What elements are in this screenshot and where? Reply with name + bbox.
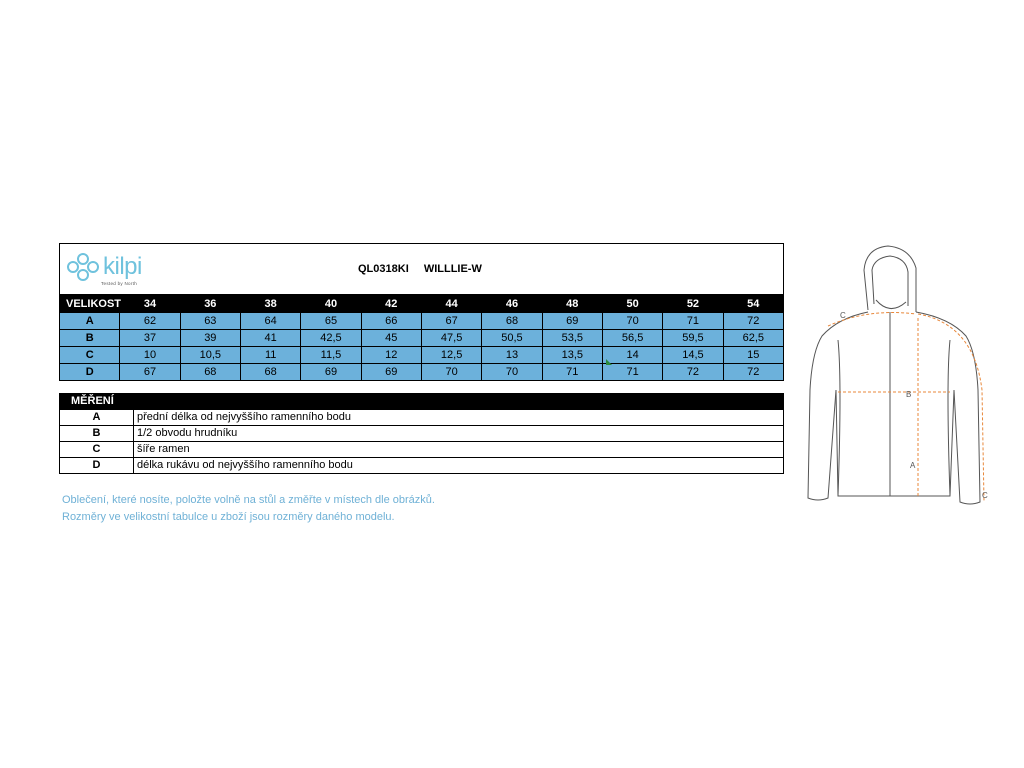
- product-name: WILLLIE-W: [423, 263, 482, 275]
- row-label: C: [60, 347, 120, 364]
- size-header-cell: 50: [602, 296, 662, 313]
- size-value-cell: 15: [723, 347, 783, 364]
- measure-note: Oblečení, které nosíte, položte volně na stůl a změřte v místech dle obrázků.: [62, 494, 435, 506]
- size-value-cell: 11: [240, 347, 300, 364]
- size-value-cell: 70: [602, 313, 662, 330]
- measurement-key: A: [60, 410, 134, 426]
- kilpi-logo: [66, 252, 142, 282]
- size-value-cell: 56,5: [602, 330, 662, 347]
- size-header-cell: 44: [421, 296, 481, 313]
- size-value-cell: 50,5: [482, 330, 542, 347]
- model-note: Rozměry ve velikostní tabulce u zboží jsou rozměry daného modelu.: [62, 511, 395, 523]
- brand-name: kilpi: [103, 253, 142, 280]
- row-label: A: [60, 313, 120, 330]
- size-value-cell: 69: [361, 364, 421, 381]
- measurement-row: [60, 426, 784, 442]
- size-value-cell: 13: [482, 347, 542, 364]
- size-row-d: [60, 364, 784, 381]
- size-header-cell: 54: [723, 296, 783, 313]
- measurement-key: B: [60, 426, 134, 442]
- size-header-cell: 52: [663, 296, 723, 313]
- size-header-cell: 40: [301, 296, 361, 313]
- size-table: [59, 295, 784, 381]
- product-code: QL0318KI: [358, 263, 409, 275]
- size-header-cell: 36: [180, 296, 240, 313]
- jacket-diagram: [798, 240, 998, 520]
- size-row-a: [60, 313, 784, 330]
- size-value-cell: 72: [723, 313, 783, 330]
- size-value-cell: 53,5: [542, 330, 602, 347]
- size-row-b: [60, 330, 784, 347]
- measure-label-b: B: [906, 390, 912, 399]
- size-value-cell: 14: [602, 347, 662, 364]
- size-value-cell: 71: [663, 313, 723, 330]
- size-value-cell: 70: [421, 364, 481, 381]
- size-value-cell: 65: [301, 313, 361, 330]
- size-value-cell: 68: [482, 313, 542, 330]
- size-value-cell: 37: [120, 330, 180, 347]
- size-value-cell: 69: [542, 313, 602, 330]
- measurement-description: délka rukávu od nejvyššího ramenního bodu: [134, 458, 784, 474]
- measure-label-c-sleeve: C: [982, 491, 988, 500]
- size-value-cell: 70: [482, 364, 542, 381]
- measurement-key: C: [60, 442, 134, 458]
- measurement-description: šíře ramen: [134, 442, 784, 458]
- row-label: B: [60, 330, 120, 347]
- size-value-cell: 67: [421, 313, 481, 330]
- size-header-cell: 42: [361, 296, 421, 313]
- measurement-key: D: [60, 458, 134, 474]
- size-header-cell: 48: [542, 296, 602, 313]
- size-value-cell: 39: [180, 330, 240, 347]
- size-value-cell: 10: [120, 347, 180, 364]
- size-value-cell: 63: [180, 313, 240, 330]
- measurement-row: [60, 442, 784, 458]
- size-value-cell: 62: [120, 313, 180, 330]
- size-value-cell: 45: [361, 330, 421, 347]
- size-value-cell: 12: [361, 347, 421, 364]
- size-value-cell: 12,5: [421, 347, 481, 364]
- cell-comment-marker: [606, 359, 612, 365]
- size-value-cell: 64: [240, 313, 300, 330]
- size-value-cell: 62,5: [723, 330, 783, 347]
- measure-label-c-shoulder: C: [840, 311, 846, 320]
- size-header-row: [60, 296, 784, 313]
- size-value-cell: 11,5: [301, 347, 361, 364]
- size-row-c: [60, 347, 784, 364]
- row-label: D: [60, 364, 120, 381]
- measurement-title: MĚŘENÍ: [59, 393, 784, 409]
- size-value-cell: 68: [180, 364, 240, 381]
- measurement-description: 1/2 obvodu hrudníku: [134, 426, 784, 442]
- measurement-row: [60, 458, 784, 474]
- brand-tagline: Tested by North: [101, 281, 138, 286]
- product-title: [358, 263, 494, 275]
- size-value-cell: 71: [542, 364, 602, 381]
- kilpi-knot-icon: [66, 252, 100, 282]
- size-value-cell: 72: [723, 364, 783, 381]
- measurement-row: [60, 410, 784, 426]
- size-value-cell: 47,5: [421, 330, 481, 347]
- chart-header: [59, 243, 784, 295]
- size-value-cell: 67: [120, 364, 180, 381]
- size-value-cell: 66: [361, 313, 421, 330]
- measurement-legend: [59, 393, 784, 474]
- size-value-cell: 13,5: [542, 347, 602, 364]
- size-value-cell: 71: [602, 364, 662, 381]
- measure-label-a: A: [910, 461, 916, 470]
- size-value-cell: 68: [240, 364, 300, 381]
- size-header-cell: 38: [240, 296, 300, 313]
- size-value-cell: 10,5: [180, 347, 240, 364]
- size-value-cell: 59,5: [663, 330, 723, 347]
- size-chart: [59, 243, 784, 381]
- size-header-cell: 46: [482, 296, 542, 313]
- size-value-cell: 14,5: [663, 347, 723, 364]
- size-value-cell: 69: [301, 364, 361, 381]
- measurement-description: přední délka od nejvyššího ramenního bodu: [134, 410, 784, 426]
- size-column-label: VELIKOST: [60, 296, 120, 313]
- size-header-cell: 34: [120, 296, 180, 313]
- size-value-cell: 41: [240, 330, 300, 347]
- size-value-cell: 72: [663, 364, 723, 381]
- size-value-cell: 42,5: [301, 330, 361, 347]
